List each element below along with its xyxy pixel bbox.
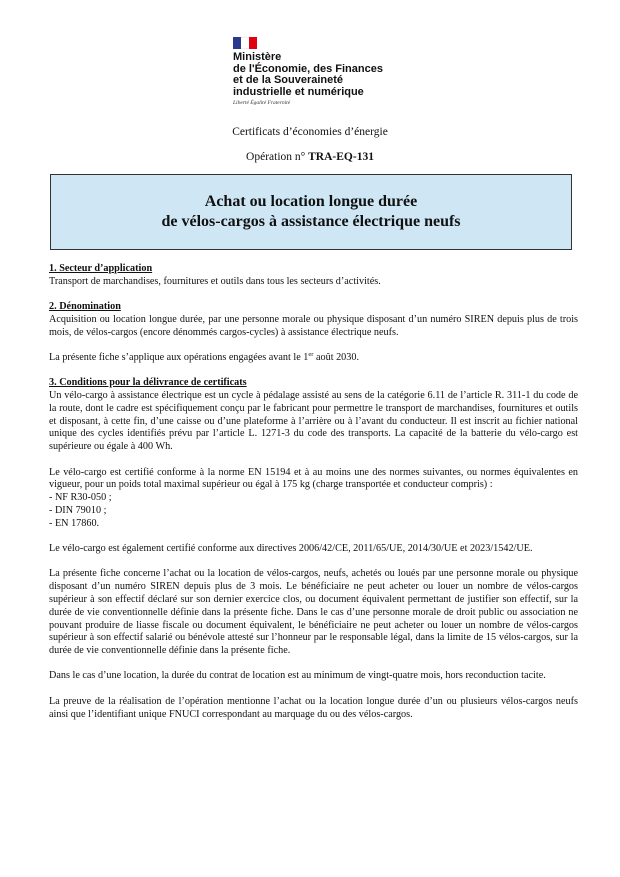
norm-list xyxy=(49,492,578,530)
republic-motto: Liberté Égalité Fraternité xyxy=(233,100,291,106)
validity-date-prefix: La présente fiche s’applique aux opérations engagées avant le 1 xyxy=(49,351,309,363)
french-flag-icon xyxy=(233,37,257,49)
section-heading: 1. Secteur d’application xyxy=(49,263,153,274)
norm-item: - NF R30-050 ; xyxy=(49,492,112,504)
paragraph: Dans le cas d’une location, la durée du contrat de location est au minimum de vingt-quatre mois, hors reconduction tacite. xyxy=(49,670,546,682)
paragraph: La présente fiche concerne l’achat ou la location de vélos-cargos, neufs, achetés ou loués par une personne morale ou physique disposant d’un numéro SIREN depuis plus de 3 mois. Le bénéficiaire ne peut acheter ou louer un nombre de vélos-cargos supérieur à son effectif déclaré sur son dernier exercice clos, ou document équivalent permettant de justifier son effectif, sur la durée de vie conventionnelle définie dans la présente fiche. Dans le cas d’une personne morale de droit public ou association ne pouvant produire de liasse fiscale ou document équivalent, le bénéficiaire ne peut acheter ou louer un nombre de vélos-cargos supérieur à son effectif salarié ou bénévole attesté sur l’honneur par le responsable légal, dans la limite de 15 vélos-cargos, sur la durée de vie conventionnelle définie dans la présente fiche. xyxy=(49,568,578,657)
norm-item: - DIN 79010 ; xyxy=(49,504,107,516)
paragraph: Le vélo-cargo est certifié conforme à la norme EN 15194 et à au moins une des normes suivantes, ou normes équivalentes en vigueur, pour un poids total maximal supérieur ou égal à 175 kg (charge transportée et conducteur compris) : xyxy=(49,466,578,491)
document-title-box xyxy=(50,174,572,250)
operation-code: TRA-EQ-131 xyxy=(308,151,374,163)
validity-date xyxy=(49,352,578,365)
section-text: Transport de marchandises, fournitures et outils dans tous les secteurs d’activités. xyxy=(49,275,381,287)
validity-date-suffix: août 2030. xyxy=(313,351,360,363)
operation-prefix: Opération n° xyxy=(246,151,309,163)
document-body xyxy=(49,263,578,734)
section-text: Acquisition ou location longue durée, par une personne morale ou physique disposant d’un numéro SIREN depuis plus de trois mois, de vélos-cargos (encore dénommés cargos-cycles) à assistance électrique neufs. xyxy=(49,313,578,338)
certificate-title: Certificats d’économies d’énergie xyxy=(232,126,388,138)
document-title-line-2: de vélos-cargos à assistance électrique neufs xyxy=(161,213,461,230)
ministry-line: Ministère xyxy=(233,51,282,63)
ordinal-suffix: er xyxy=(308,350,314,358)
section-heading: 2. Dénomination xyxy=(49,301,121,313)
ministry-logo xyxy=(233,37,493,106)
operation-number xyxy=(0,151,620,163)
ministry-line: et de la Souveraineté xyxy=(233,74,344,86)
paragraph: Un vélo-cargo à assistance électrique est un cycle à pédalage assisté au sens de la catégorie 6.11 de l’article R. 311-1 du code de la route, dont le cadre est spécifiquement conçu par le fabricant pour permettre le transport de marchandises, fournitures et outils et disposant, à cette fin, d’une caisse ou d’une plateforme à l’arrière ou à l’avant du conducteur. Il est inscrit au fichier national unique des cycles identifiés prévu par l’article L. 1271-3 du code des transports. La capacité de la batterie du vélo-cargo est supérieure ou égale à 400 Wh. xyxy=(49,390,578,453)
ministry-line: de l'Économie, des Finances xyxy=(233,62,383,75)
norm-item: - EN 17860. xyxy=(49,517,100,529)
ministry-line: industrielle et numérique xyxy=(233,85,364,98)
document-title-line-1: Achat ou location longue durée xyxy=(204,193,418,210)
ministry-name xyxy=(233,52,493,98)
paragraph: La preuve de la réalisation de l’opération mentionne l’achat ou la location longue durée d’un ou plusieurs vélos-cargos neufs ainsi que l’identifiant unique FNUCI correspondant au marquage du ou des vélos-cargos. xyxy=(49,695,578,720)
section-heading: 3. Conditions pour la délivrance de certificats xyxy=(49,377,247,389)
paragraph: Le vélo-cargo est également certifié conforme aux directives 2006/42/CE, 2011/65/UE, 2014/30/UE et 2023/1542/UE. xyxy=(49,543,533,555)
